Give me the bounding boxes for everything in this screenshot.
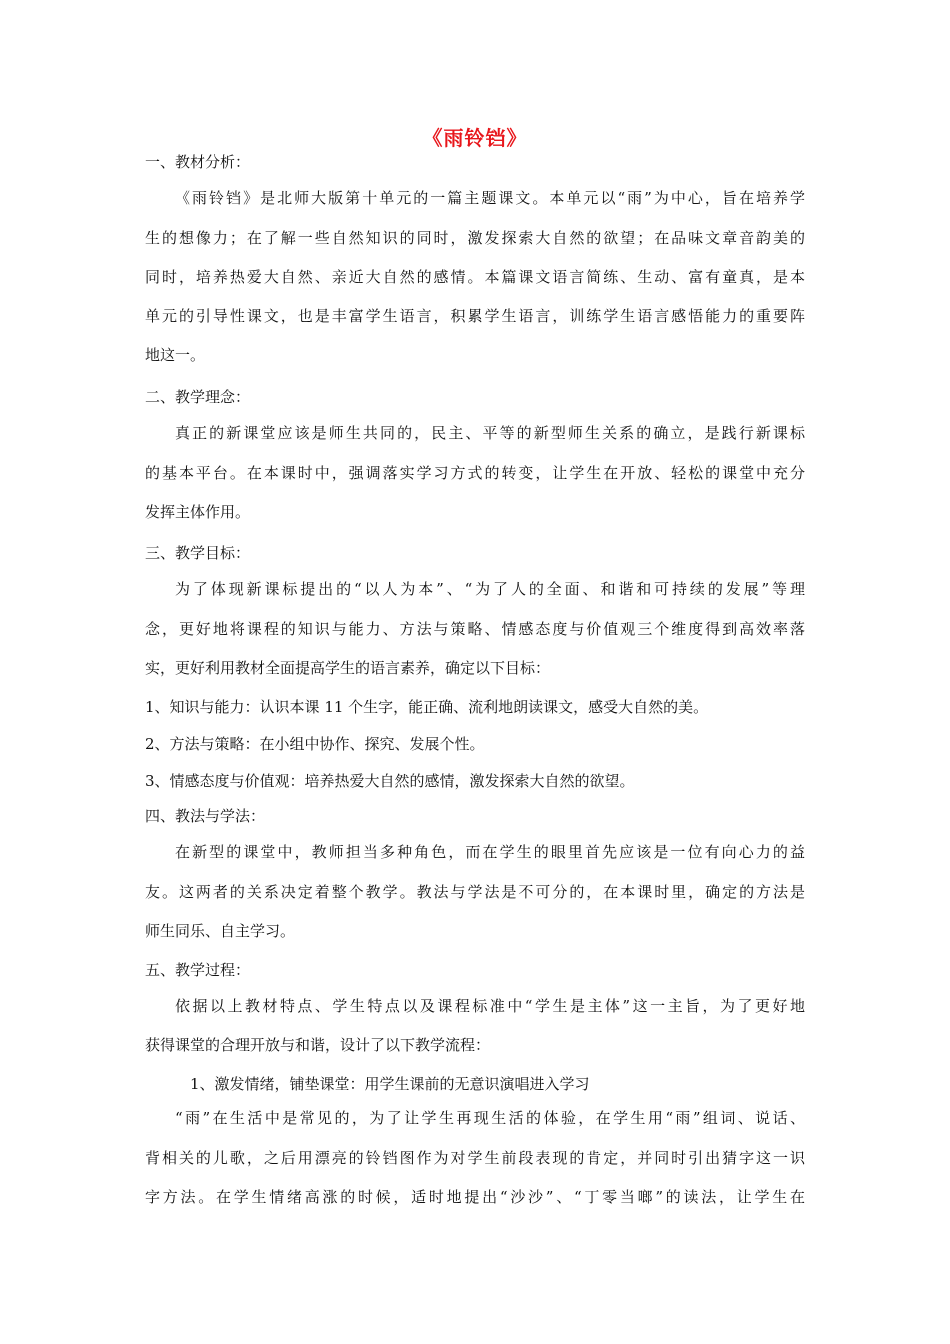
paragraph-line: 发挥主体作用。 <box>145 503 251 521</box>
document-title: 《雨铃铛》 <box>422 126 528 150</box>
paragraph-line: 《雨铃铛》是北师大版第十单元的一篇主题课文。本单元以“雨”为中心，旨在培养学 <box>175 189 805 207</box>
paragraph-line: 友。这两者的关系决定着整个教学。教法与学法是不可分的，在本课时里，确定的方法是 <box>145 883 805 901</box>
paragraph-line: 单元的引导性课文，也是丰富学生语言，积累学生语言，训练学生语言感悟能力的重要阵 <box>145 307 805 325</box>
paragraph-line: 实，更好利用教材全面提高学生的语言素养，确定以下目标： <box>145 659 551 677</box>
paragraph-line: 依据以上教材特点、学生特点以及课程标准中“学生是主体”这一主旨，为了更好地 <box>175 997 805 1015</box>
section-heading-1: 一、教材分析： <box>145 153 251 171</box>
paragraph-line: “雨”在生活中是常见的，为了让学生再现生活的体验，在学生用“雨”组词、说话、 <box>175 1109 805 1127</box>
paragraph-line: 字方法。在学生情绪高涨的时候，适时地提出“沙沙”、“丁零当啷”的读法，让学生在 <box>145 1188 805 1206</box>
section-heading-5: 五、教学过程： <box>145 961 251 979</box>
paragraph-line: 同时，培养热爱大自然、亲近大自然的感情。本篇课文语言简练、生动、富有童真，是本 <box>145 268 805 286</box>
goal-item-1: 1、知识与能力：认识本课 11 个生字，能正确、流利地朗读课文，感受大自然的美。 <box>145 698 709 716</box>
paragraph-line: 生的想像力；在了解一些自然知识的同时，激发探索大自然的欲望；在品味文章音韵美的 <box>145 229 805 247</box>
paragraph-line: 在新型的课堂中，教师担当多种角色，而在学生的眼里首先应该是一位有向心力的益 <box>175 843 805 861</box>
paragraph-line: 获得课堂的合理开放与和谐，设计了以下教学流程： <box>145 1036 491 1054</box>
goal-item-2: 2、方法与策略：在小组中协作、探究、发展个性。 <box>145 735 485 753</box>
paragraph-line: 念，更好地将课程的知识与能力、方法与策略、情感态度与价值观三个维度得到高效率落 <box>145 620 805 638</box>
paragraph-line: 师生同乐、自主学习。 <box>145 922 296 940</box>
paragraph-line: 背相关的儿歌，之后用漂亮的铃铛图作为对学生前段表现的肯定，并同时引出猜字这一识 <box>145 1149 805 1167</box>
section-heading-3: 三、教学目标： <box>145 544 251 562</box>
paragraph-line: 的基本平台。在本课时中，强调落实学习方式的转变，让学生在开放、轻松的课堂中充分 <box>145 464 805 482</box>
section-heading-4: 四、教法与学法： <box>145 807 266 825</box>
paragraph-line: 为了体现新课标提出的“以人为本”、“为了人的全面、和谐和可持续的发展”等理 <box>175 580 805 598</box>
process-step-1: 1、激发情绪，铺垫课堂：用学生课前的无意识演唱进入学习 <box>190 1075 590 1093</box>
paragraph-line: 真正的新课堂应该是师生共同的，民主、平等的新型师生关系的确立，是践行新课标 <box>175 424 805 442</box>
paragraph-line: 地这一。 <box>145 346 206 364</box>
section-heading-2: 二、教学理念： <box>145 388 251 406</box>
goal-item-3: 3、情感态度与价值观：培养热爱大自然的感情，激发探索大自然的欲望。 <box>145 772 635 790</box>
